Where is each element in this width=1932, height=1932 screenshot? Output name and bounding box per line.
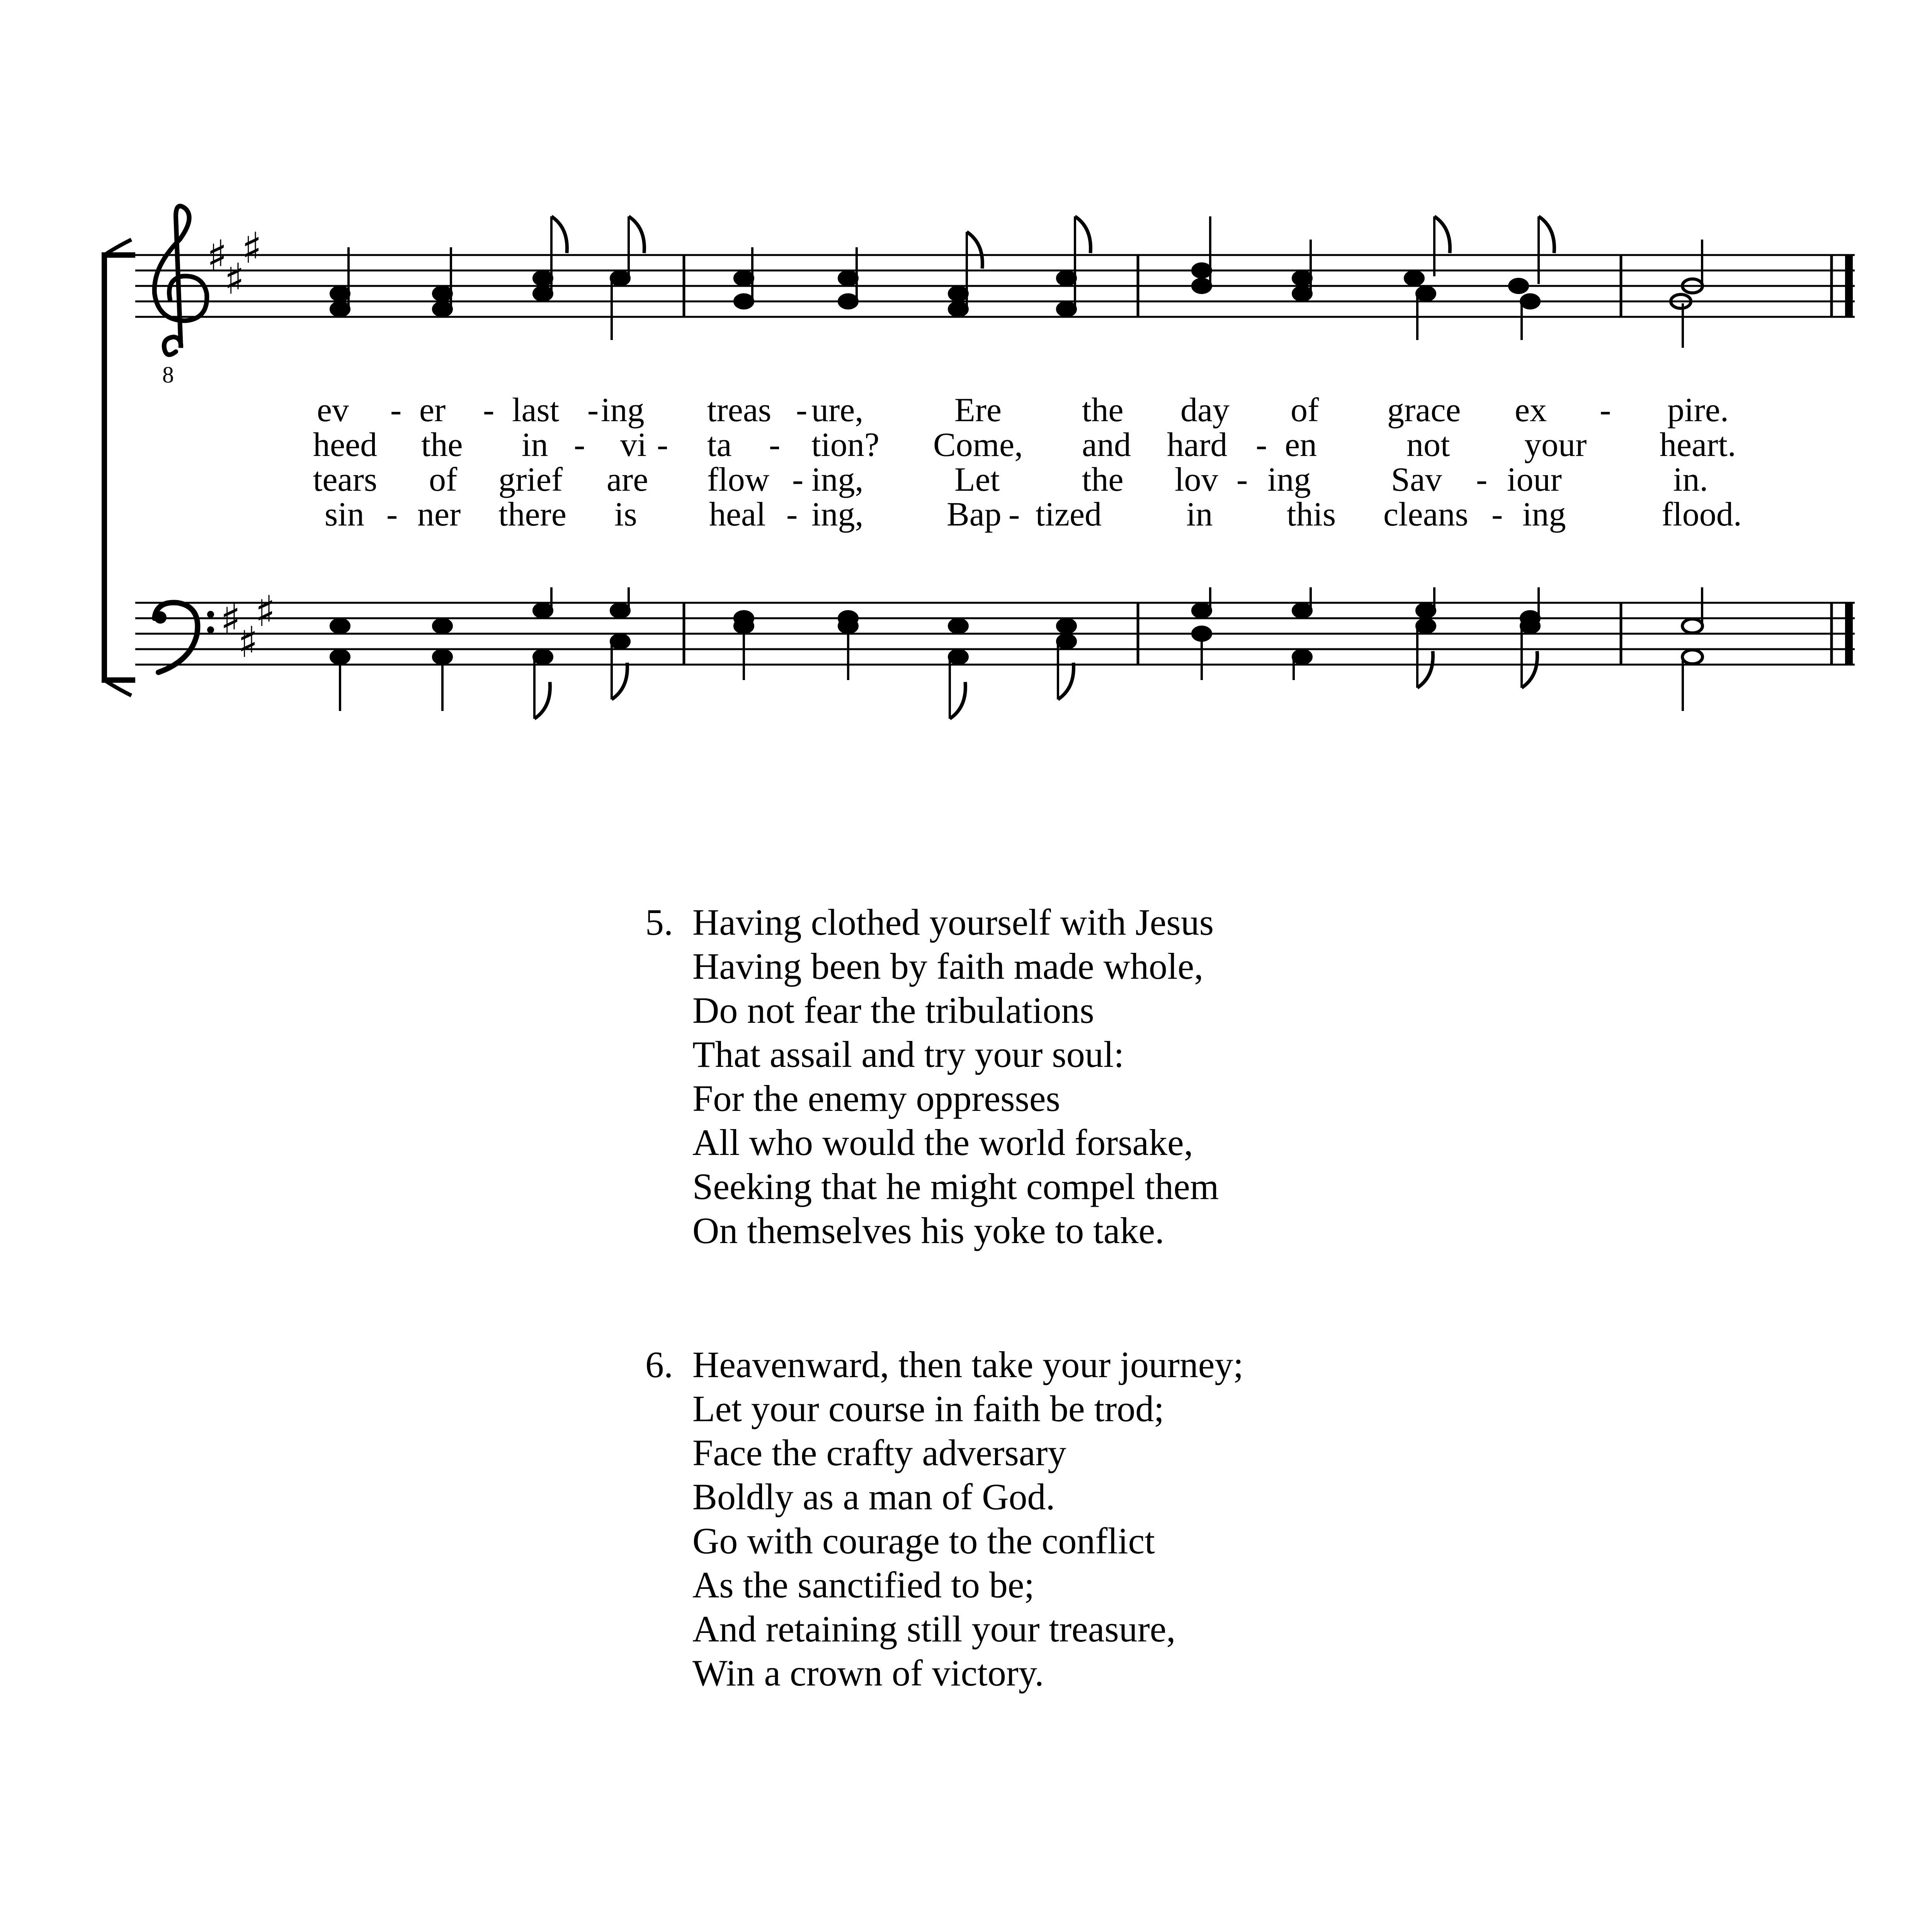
lyric-syllable: sin xyxy=(325,496,364,533)
lyric-syllable: pire. xyxy=(1667,391,1729,429)
lyric-syllable: ing xyxy=(601,391,645,429)
lyric-syllable: flow xyxy=(707,461,770,498)
lyric-syllable: is xyxy=(614,496,637,533)
sharp-icon: ♯ xyxy=(238,617,259,667)
lyric-syllable: grief xyxy=(498,461,563,498)
lyric-syllable: Come, xyxy=(933,426,1023,464)
lyric-syllable: flood. xyxy=(1662,496,1742,533)
verse-lines xyxy=(692,1343,1243,1695)
verse-line: For the enemy oppresses xyxy=(692,1078,1060,1119)
lyric-hyphen: - xyxy=(1600,391,1611,429)
lyric-hyphen: - xyxy=(483,391,495,429)
lyric-syllable: in xyxy=(1186,496,1213,533)
lyric-syllable: ta xyxy=(707,426,732,464)
lyric-syllable: iour xyxy=(1507,461,1562,498)
lyric-syllable: en xyxy=(1285,426,1317,464)
lyric-hyphen: - xyxy=(796,391,808,429)
lyric-hyphen: - xyxy=(1009,496,1020,533)
lyric-syllable: tized xyxy=(1036,496,1102,533)
lyric-syllable: are xyxy=(607,461,648,498)
lyric-hyphen: - xyxy=(386,496,398,533)
verse-line: As the sanctified to be; xyxy=(692,1564,1035,1605)
lyric-syllable: last xyxy=(512,391,560,429)
lyric-syllable: the xyxy=(1082,391,1124,429)
sharp-icon: ♯ xyxy=(242,223,262,273)
treble-clef-icon xyxy=(155,206,207,355)
lyric-hyphen: - xyxy=(1256,426,1267,464)
bass-staff xyxy=(135,603,1855,665)
lyric-syllable: ing, xyxy=(811,496,864,533)
lyric-syllable: in xyxy=(522,426,548,464)
lyric-syllable: not xyxy=(1406,426,1450,464)
lyric-syllable: heart. xyxy=(1660,426,1736,464)
lyric-hyphen: - xyxy=(587,391,599,429)
verse-line: Boldly as a man of God. xyxy=(692,1476,1055,1517)
lyric-syllable: your xyxy=(1524,426,1587,464)
system-bracket xyxy=(104,240,135,696)
verse-line: Win a crown of victory. xyxy=(692,1652,1044,1694)
lyric-syllable: ev xyxy=(317,391,349,429)
lyric-syllable: this xyxy=(1287,496,1336,533)
lyric-syllable: lov xyxy=(1175,461,1218,498)
music-score xyxy=(0,0,1932,773)
lyric-syllable: the xyxy=(421,426,463,464)
lyric-syllable: there xyxy=(498,496,566,533)
verse-lines xyxy=(692,900,1219,1253)
lyric-syllable: tion? xyxy=(811,426,879,464)
lyric-syllable: tears xyxy=(313,461,378,498)
lyric-syllable: vi xyxy=(620,426,647,464)
lyric-syllable: of xyxy=(429,461,457,498)
bass-clef-icon xyxy=(154,603,214,673)
verse-5 xyxy=(645,900,1219,1253)
lyric-syllable: heal xyxy=(709,496,766,533)
verse-line: Heavenward, then take your journey; xyxy=(692,1344,1244,1385)
lyric-hyphen: - xyxy=(657,426,668,464)
lyric-syllable: ing, xyxy=(811,461,864,498)
lyric-hyphen: - xyxy=(769,426,781,464)
lyric-syllable: cleans xyxy=(1383,496,1468,533)
lyric-syllable: grace xyxy=(1387,391,1461,429)
bass-notes xyxy=(331,587,1702,719)
lyric-syllable: treas xyxy=(707,391,772,429)
lyric-hyphen: - xyxy=(1236,461,1248,498)
verse-line: All who would the world forsake, xyxy=(692,1122,1193,1163)
lyric-syllable: the xyxy=(1082,461,1124,498)
lyric-syllable: of xyxy=(1291,391,1319,429)
lyric-syllable: and xyxy=(1082,426,1131,464)
sharp-icon: ♯ xyxy=(207,231,228,281)
lyric-syllable: ner xyxy=(417,496,461,533)
sharp-icon: ♯ xyxy=(255,587,276,636)
lyric-hyphen: - xyxy=(1476,461,1488,498)
verse-number: 6. xyxy=(645,1344,673,1385)
lyric-syllable: heed xyxy=(313,426,378,464)
lyric-syllable: ex xyxy=(1515,391,1547,429)
verse-line: Seeking that he might compel them xyxy=(692,1166,1219,1207)
lyrics xyxy=(313,391,1742,533)
sharp-icon: ♯ xyxy=(220,594,241,644)
verse-6 xyxy=(645,1343,1243,1695)
lyric-syllable: ing xyxy=(1522,496,1566,533)
verse-line: On themselves his yoke to take. xyxy=(692,1210,1165,1251)
lyric-syllable: er xyxy=(419,391,446,429)
lyric-hyphen: - xyxy=(1492,496,1503,533)
verse-line: Go with courage to the conflict xyxy=(692,1520,1155,1561)
lyric-hyphen: - xyxy=(574,426,585,464)
verse-line: Do not fear the tribulations xyxy=(692,990,1094,1031)
lyric-syllable: Ere xyxy=(954,391,1002,429)
verse-line: Having been by faith made whole, xyxy=(692,946,1204,987)
treble-notes xyxy=(331,216,1702,348)
verse-line: Let your course in faith be trod; xyxy=(692,1388,1164,1429)
treble-key-signature xyxy=(207,223,262,304)
verse-number: 5. xyxy=(645,901,673,943)
treble-staff xyxy=(135,255,1855,317)
lyric-syllable: Let xyxy=(954,461,1000,498)
lyric-syllable: Bap xyxy=(947,496,1002,533)
lyric-syllable: day xyxy=(1180,391,1230,429)
lyric-hyphen: - xyxy=(786,496,798,533)
lyric-syllable: hard xyxy=(1167,426,1228,464)
lyric-syllable: ing xyxy=(1267,461,1311,498)
sharp-icon: ♯ xyxy=(224,254,245,304)
bass-key-signature xyxy=(220,587,276,667)
verse-line: And retaining still your treasure, xyxy=(692,1608,1176,1650)
octave-mark: 8 xyxy=(162,362,174,388)
lyric-hyphen: - xyxy=(390,391,402,429)
verse-line: That assail and try your soul: xyxy=(692,1034,1124,1075)
lyric-syllable: ure, xyxy=(811,391,864,429)
lyric-syllable: in. xyxy=(1673,461,1708,498)
lyric-hyphen: - xyxy=(792,461,804,498)
verse-line: Having clothed yourself with Jesus xyxy=(692,901,1214,943)
lyric-syllable: Sav xyxy=(1391,461,1442,498)
verse-line: Face the crafty adversary xyxy=(692,1432,1066,1473)
